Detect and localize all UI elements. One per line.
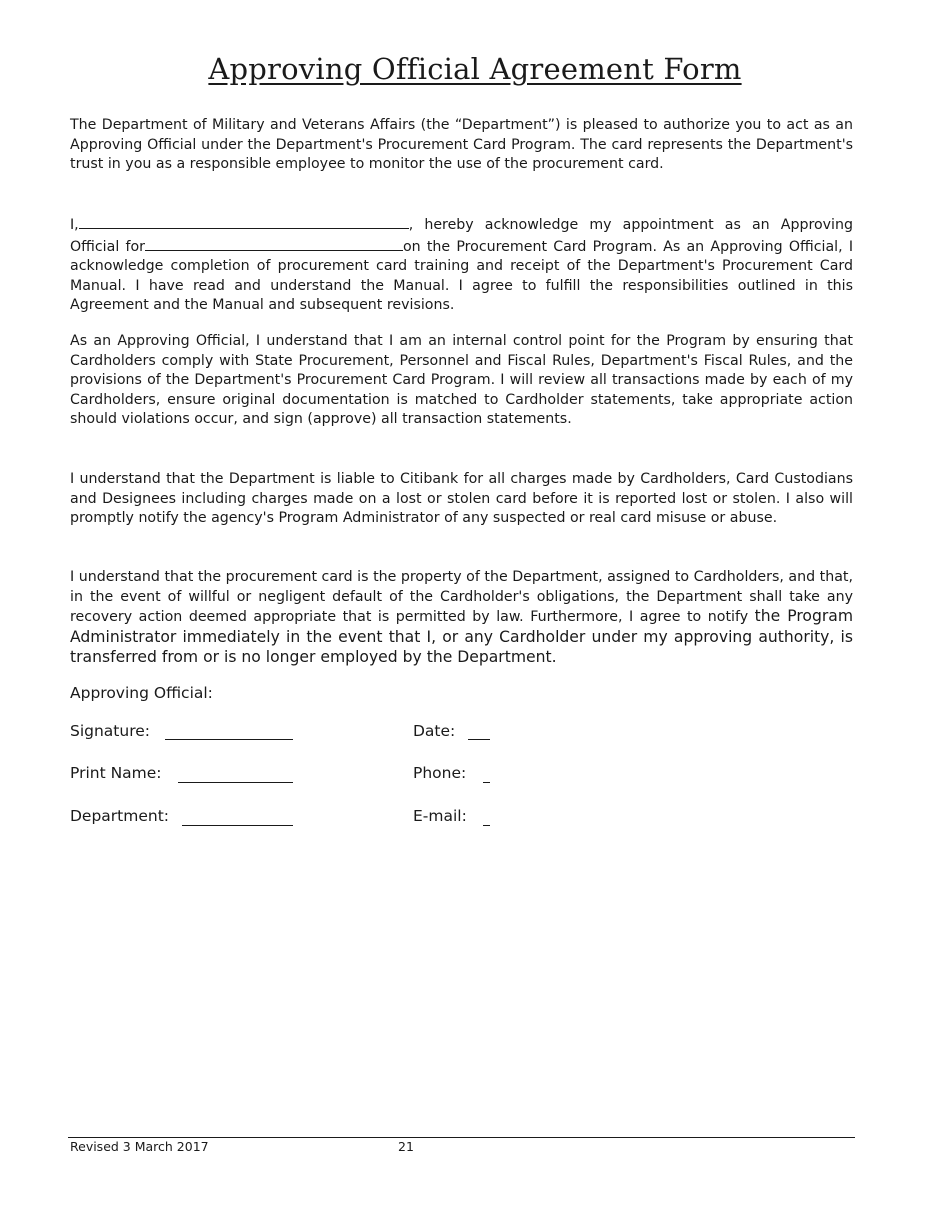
print-name-label: Print Name: [70,764,162,782]
department-line[interactable] [182,825,293,826]
official-name-blank[interactable] [79,214,409,229]
control-point-paragraph: As an Approving Official, I understand that I am an internal control point for the Program by ensuring that Cardholders comply with State Procurement, Personnel and Fiscal Rules, Department's Fiscal Rules, and the provisions of the Department's Procurement Card Program. I will review all transactions made by each of my Cardholders, ensure original documentation is matched to Cardholder statements, take appropriate action should violations occur, and sign (approve) all transaction statements. [70,333,853,428]
date-line[interactable] [468,739,490,740]
email-line[interactable] [483,825,490,826]
acknowledgement-paragraph [70,214,853,316]
signature-label: Signature: [70,722,150,740]
liability-paragraph: I understand that the Department is liable to Citibank for all charges made by Cardholders, Card Custodians and Designees including charges made on a lost or stolen card before it is reported lost or stolen. I also will promptly notify the agency's Program Administrator of any suspected or real card misuse or abuse. [70,471,853,527]
property-text-start: I understand that the procurement card is the property of the Department, assigned to Cardholders, and that, in the event of willful or negligent default of the Cardholder's obligations, the Department shall take any recovery action deemed appropriate that is permitted by law. Furthermore, I agree to notify [70,569,853,626]
acknowledgement-text-end: on the Procurement Card Program. As an Approving Official, I acknowledge completion of procurement card training and receipt of the Department's Procurement Card Manual. I have read and understand the Manual. I agree to fulfill the responsibilities outlined in this Agreement and the Manual and subsequent revisions. [70,238,854,314]
signature-line[interactable] [165,739,293,740]
email-label: E-mail: [413,807,467,825]
department-name-blank[interactable] [145,236,403,251]
acknowledgement-text-start: I, [70,217,79,233]
revision-date: Revised 3 March 2017 [70,1139,209,1154]
property-text-end: the Program Administrator immediately in the event that I, or any Cardholder under my approving authority, is transferred from or is no longer employed by the Department. [70,607,854,667]
print-name-line[interactable] [178,782,293,783]
footer-divider [68,1137,855,1138]
date-label: Date: [413,722,456,740]
acknowledgement-text-middle: , hereby acknowledge my appointment as an Approving Official for [70,217,853,255]
department-label: Department: [70,807,170,825]
property-paragraph [70,568,853,669]
phone-line[interactable] [483,782,490,783]
approving-official-heading: Approving Official: [70,684,213,702]
intro-paragraph: The Department of Military and Veterans Affairs (the “Department”) is pleased to authorize you to act as an Approving Official under the Department's Procurement Card Program. The card represents the Department's trust in you as a responsible employee to monitor the use of the procurement card. [70,117,853,173]
page-number: 21 [398,1139,414,1154]
phone-label: Phone: [413,764,467,782]
form-title: Approving Official Agreement Form [208,52,742,86]
